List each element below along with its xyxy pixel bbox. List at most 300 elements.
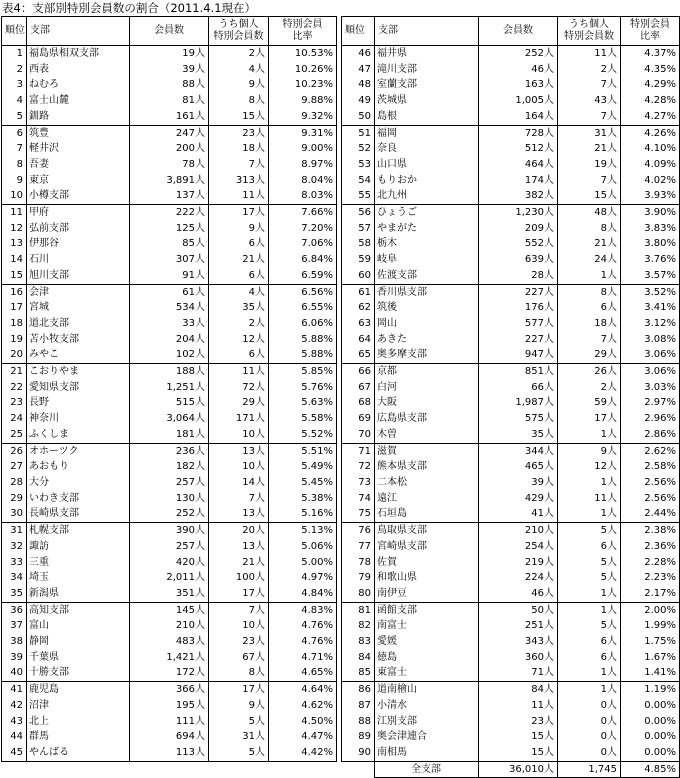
branch-cell: 吾妻 <box>27 157 130 173</box>
special-cell: 5人 <box>209 745 269 761</box>
table-row <box>2 205 337 221</box>
branch-cell: やまがた <box>375 221 479 237</box>
rank-cell: 4 <box>2 93 27 109</box>
ratio-cell: 4.28% <box>621 93 680 109</box>
members-cell: 1,987人 <box>479 395 558 411</box>
members-cell: 78人 <box>130 157 209 173</box>
members-cell: 161人 <box>130 109 209 125</box>
rank-cell: 1 <box>2 46 27 62</box>
members-cell: 39人 <box>130 62 209 78</box>
branch-cell: 二本松 <box>375 475 479 491</box>
table-row <box>2 380 337 396</box>
table-row <box>2 173 337 189</box>
members-cell: 200人 <box>130 141 209 157</box>
ratio-cell: 5.00% <box>269 555 337 571</box>
branch-cell: 道南檜山 <box>375 682 479 698</box>
ratio-cell: 1.75% <box>621 634 680 650</box>
rank-cell: 40 <box>2 665 27 681</box>
right-table <box>341 16 680 778</box>
branch-cell: 甲府 <box>27 205 130 221</box>
branch-cell: 西表 <box>27 62 130 78</box>
table-row <box>342 62 680 78</box>
ratio-cell: 10.23% <box>269 77 337 93</box>
special-cell: 1人 <box>558 475 621 491</box>
special-cell: 5人 <box>558 618 621 634</box>
table-row <box>342 602 680 618</box>
ratio-cell: 9.88% <box>269 93 337 109</box>
header-members: 会員数 <box>479 17 558 46</box>
special-cell: 67人 <box>209 650 269 666</box>
members-cell: 46人 <box>479 62 558 78</box>
branch-cell: 石垣島 <box>375 506 479 522</box>
ratio-cell: 9.32% <box>269 109 337 125</box>
rank-cell: 51 <box>342 125 375 141</box>
header-row <box>342 17 680 46</box>
rank-cell: 69 <box>342 411 375 427</box>
branch-cell: 埼玉 <box>27 570 130 586</box>
members-cell: 1,005人 <box>479 93 558 109</box>
header-special: うち個人 特別会員数 <box>209 17 269 46</box>
ratio-cell: 5.16% <box>269 506 337 522</box>
rank-cell: 15 <box>2 268 27 284</box>
ratio-cell: 3.90% <box>621 205 680 221</box>
members-cell: 33人 <box>130 316 209 332</box>
rank-cell: 37 <box>2 618 27 634</box>
table-row <box>2 506 337 522</box>
table-row <box>342 411 680 427</box>
ratio-cell: 5.06% <box>269 539 337 555</box>
table-row <box>342 665 680 681</box>
ratio-cell: 2.97% <box>621 395 680 411</box>
members-cell: 575人 <box>479 411 558 427</box>
rank-cell: 42 <box>2 698 27 714</box>
special-cell: 13人 <box>209 443 269 459</box>
special-cell: 2人 <box>209 46 269 62</box>
special-cell: 17人 <box>209 586 269 602</box>
branch-cell: 長崎県支部 <box>27 506 130 522</box>
members-cell: 429人 <box>479 491 558 507</box>
branch-cell: 道北支部 <box>27 316 130 332</box>
table-row <box>342 347 680 363</box>
ratio-cell: 4.10% <box>621 141 680 157</box>
rank-cell: 85 <box>342 665 375 681</box>
special-cell: 59人 <box>558 395 621 411</box>
special-cell: 21人 <box>209 252 269 268</box>
rank-cell: 9 <box>2 173 27 189</box>
members-cell: 176人 <box>479 300 558 316</box>
ratio-cell: 3.93% <box>621 188 680 204</box>
rank-cell: 22 <box>2 380 27 396</box>
ratio-cell: 4.97% <box>269 570 337 586</box>
ratio-cell: 5.63% <box>269 395 337 411</box>
table-row <box>2 347 337 363</box>
members-cell: 210人 <box>130 618 209 634</box>
branch-cell: 小樽支部 <box>27 188 130 204</box>
ratio-cell: 4.27% <box>621 109 680 125</box>
table-title: 表4：支部別特別会員数の割合（2011.4.1現在） <box>2 1 257 15</box>
special-cell: 20人 <box>209 523 269 539</box>
ratio-cell: 5.52% <box>269 427 337 443</box>
special-cell: 7人 <box>209 602 269 618</box>
special-cell: 8人 <box>209 93 269 109</box>
header-ratio: 特別会員 比率 <box>621 17 680 46</box>
rank-cell: 65 <box>342 347 375 363</box>
branch-cell: 軽井沢 <box>27 141 130 157</box>
branch-cell: 南伊豆 <box>375 586 479 602</box>
rank-cell: 83 <box>342 634 375 650</box>
special-cell: 10人 <box>209 618 269 634</box>
table-row <box>342 682 680 698</box>
ratio-cell: 2.56% <box>621 491 680 507</box>
table-row <box>342 714 680 730</box>
branch-cell: 滝川支部 <box>375 62 479 78</box>
branch-cell: 南相馬 <box>375 745 479 761</box>
table-row <box>342 380 680 396</box>
table-row <box>2 665 337 681</box>
table-row <box>2 745 337 761</box>
special-cell: 21人 <box>209 555 269 571</box>
ratio-cell: 3.03% <box>621 380 680 396</box>
ratio-cell: 2.44% <box>621 506 680 522</box>
branch-cell: 千葉県 <box>27 650 130 666</box>
table-row <box>342 539 680 555</box>
members-cell: 125人 <box>130 221 209 237</box>
ratio-cell: 0.00% <box>621 714 680 730</box>
ratio-cell: 4.29% <box>621 77 680 93</box>
rank-cell: 14 <box>2 252 27 268</box>
ratio-cell: 2.86% <box>621 427 680 443</box>
branch-cell: 釧路 <box>27 109 130 125</box>
special-cell: 18人 <box>209 141 269 157</box>
members-cell: 39人 <box>479 475 558 491</box>
branch-cell: 宮城 <box>27 300 130 316</box>
branch-cell: 佐賀 <box>375 555 479 571</box>
members-cell: 351人 <box>130 586 209 602</box>
special-cell: 24人 <box>558 252 621 268</box>
ratio-cell: 9.00% <box>269 141 337 157</box>
branch-cell: 福井県 <box>375 46 479 62</box>
branch-cell: 新潟県 <box>27 586 130 602</box>
special-cell: 1人 <box>558 506 621 522</box>
special-cell: 35人 <box>209 300 269 316</box>
total-row <box>342 761 680 778</box>
special-cell: 7人 <box>558 173 621 189</box>
special-cell: 12人 <box>209 332 269 348</box>
special-cell: 17人 <box>558 411 621 427</box>
table-row <box>2 157 337 173</box>
special-cell: 1人 <box>558 602 621 618</box>
members-cell: 28人 <box>479 268 558 284</box>
members-cell: 3,891人 <box>130 173 209 189</box>
special-cell: 6人 <box>209 347 269 363</box>
members-cell: 11人 <box>479 698 558 714</box>
table-row <box>342 300 680 316</box>
special-cell: 11人 <box>209 364 269 380</box>
table-row <box>342 745 680 761</box>
header-rank: 順位 <box>342 17 375 46</box>
branch-cell: 静岡 <box>27 634 130 650</box>
ratio-cell: 4.47% <box>269 729 337 745</box>
special-cell: 7人 <box>209 157 269 173</box>
branch-cell: ふくしま <box>27 427 130 443</box>
rank-cell: 25 <box>2 427 27 443</box>
ratio-cell: 0.00% <box>621 698 680 714</box>
ratio-cell: 5.76% <box>269 380 337 396</box>
rank-cell: 47 <box>342 62 375 78</box>
ratio-cell: 7.66% <box>269 205 337 221</box>
ratio-cell: 4.42% <box>269 745 337 761</box>
table-row <box>2 650 337 666</box>
table-row <box>342 173 680 189</box>
rank-cell: 63 <box>342 316 375 332</box>
total-special: 1,745 <box>558 761 621 778</box>
members-cell: 182人 <box>130 459 209 475</box>
members-cell: 465人 <box>479 459 558 475</box>
ratio-cell: 2.62% <box>621 443 680 459</box>
special-cell: 12人 <box>558 459 621 475</box>
left-table <box>1 16 337 762</box>
rank-cell: 50 <box>342 109 375 125</box>
branch-cell: 長野 <box>27 395 130 411</box>
special-cell: 9人 <box>209 698 269 714</box>
branch-cell: 高知支部 <box>27 602 130 618</box>
special-cell: 23人 <box>209 125 269 141</box>
table-row <box>342 284 680 300</box>
rank-cell: 28 <box>2 475 27 491</box>
branch-cell: もりおか <box>375 173 479 189</box>
branch-cell: 香川県支部 <box>375 284 479 300</box>
members-cell: 227人 <box>479 284 558 300</box>
special-cell: 29人 <box>209 395 269 411</box>
header-branch: 支部 <box>375 17 479 46</box>
special-cell: 7人 <box>558 77 621 93</box>
ratio-cell: 4.50% <box>269 714 337 730</box>
branch-cell: 富士山麓 <box>27 93 130 109</box>
rank-cell: 2 <box>2 62 27 78</box>
special-cell: 5人 <box>209 714 269 730</box>
table-row <box>2 459 337 475</box>
ratio-cell: 3.80% <box>621 236 680 252</box>
table-row <box>2 188 337 204</box>
branch-cell: あおもり <box>27 459 130 475</box>
ratio-cell: 2.58% <box>621 459 680 475</box>
table-row <box>2 634 337 650</box>
members-cell: 66人 <box>479 380 558 396</box>
special-cell: 4人 <box>209 284 269 300</box>
branch-cell: 苫小牧支部 <box>27 332 130 348</box>
members-cell: 137人 <box>130 188 209 204</box>
branch-cell: やんばる <box>27 745 130 761</box>
branch-cell: 遠江 <box>375 491 479 507</box>
branch-cell: 南富士 <box>375 618 479 634</box>
ratio-cell: 4.83% <box>269 602 337 618</box>
header-special: うち個人 特別会員数 <box>558 17 621 46</box>
members-cell: 1,421人 <box>130 650 209 666</box>
rank-cell: 29 <box>2 491 27 507</box>
ratio-cell: 6.84% <box>269 252 337 268</box>
rank-cell: 44 <box>2 729 27 745</box>
special-cell: 15人 <box>209 109 269 125</box>
rank-cell: 77 <box>342 539 375 555</box>
special-cell: 1人 <box>558 586 621 602</box>
ratio-cell: 4.65% <box>269 665 337 681</box>
table-row <box>342 77 680 93</box>
table-row <box>2 300 337 316</box>
ratio-cell: 5.88% <box>269 332 337 348</box>
table-row <box>2 682 337 698</box>
rank-cell: 60 <box>342 268 375 284</box>
members-cell: 145人 <box>130 602 209 618</box>
table-row <box>342 491 680 507</box>
branch-cell: 札幌支部 <box>27 523 130 539</box>
branch-cell: 和歌山県 <box>375 570 479 586</box>
rank-cell: 12 <box>2 221 27 237</box>
table-row <box>2 491 337 507</box>
ratio-cell: 6.59% <box>269 268 337 284</box>
members-cell: 174人 <box>479 173 558 189</box>
special-cell: 6人 <box>558 300 621 316</box>
special-cell: 5人 <box>558 555 621 571</box>
table-row <box>342 634 680 650</box>
special-cell: 18人 <box>558 316 621 332</box>
rank-cell: 53 <box>342 157 375 173</box>
rank-cell: 35 <box>2 586 27 602</box>
special-cell: 31人 <box>558 125 621 141</box>
special-cell: 13人 <box>209 539 269 555</box>
special-cell: 2人 <box>209 316 269 332</box>
branch-cell: 福岡 <box>375 125 479 141</box>
ratio-cell: 4.02% <box>621 173 680 189</box>
branch-cell: 山口県 <box>375 157 479 173</box>
special-cell: 31人 <box>209 729 269 745</box>
branch-cell: 宮崎県支部 <box>375 539 479 555</box>
table-row <box>2 698 337 714</box>
table-row <box>342 459 680 475</box>
ratio-cell: 5.51% <box>269 443 337 459</box>
members-cell: 81人 <box>130 93 209 109</box>
ratio-cell: 6.06% <box>269 316 337 332</box>
table-row <box>342 332 680 348</box>
rank-cell: 58 <box>342 236 375 252</box>
rank-cell: 73 <box>342 475 375 491</box>
table-row <box>342 427 680 443</box>
members-cell: 224人 <box>479 570 558 586</box>
table-row <box>342 221 680 237</box>
ratio-cell: 5.49% <box>269 459 337 475</box>
table-row <box>2 523 337 539</box>
branch-cell: 島根 <box>375 109 479 125</box>
rank-cell: 30 <box>2 506 27 522</box>
rank-cell: 79 <box>342 570 375 586</box>
rank-cell: 20 <box>2 347 27 363</box>
table-row <box>2 268 337 284</box>
members-cell: 219人 <box>479 555 558 571</box>
branch-cell: 十勝支部 <box>27 665 130 681</box>
rank-cell: 16 <box>2 284 27 300</box>
branch-cell: 小清水 <box>375 698 479 714</box>
ratio-cell: 1.19% <box>621 682 680 698</box>
ratio-cell: 5.45% <box>269 475 337 491</box>
special-cell: 15人 <box>558 188 621 204</box>
rank-cell: 21 <box>2 364 27 380</box>
special-cell: 6人 <box>209 268 269 284</box>
ratio-cell: 0.00% <box>621 745 680 761</box>
table-row <box>2 618 337 634</box>
table-row <box>2 141 337 157</box>
ratio-cell: 3.57% <box>621 268 680 284</box>
branch-cell: 諏訪 <box>27 539 130 555</box>
rank-cell: 57 <box>342 221 375 237</box>
members-cell: 382人 <box>479 188 558 204</box>
special-cell: 5人 <box>558 523 621 539</box>
rank-cell: 80 <box>342 586 375 602</box>
rank-cell: 31 <box>2 523 27 539</box>
members-cell: 84人 <box>479 682 558 698</box>
special-cell: 2人 <box>558 62 621 78</box>
table-row <box>2 555 337 571</box>
special-cell: 6人 <box>558 634 621 650</box>
branch-cell: 筑後 <box>375 300 479 316</box>
branch-cell: いわき支部 <box>27 491 130 507</box>
ratio-cell: 2.96% <box>621 411 680 427</box>
branch-cell: みやこ <box>27 347 130 363</box>
ratio-cell: 3.41% <box>621 300 680 316</box>
members-cell: 344人 <box>479 443 558 459</box>
table-row <box>2 46 337 62</box>
rank-cell: 46 <box>342 46 375 62</box>
members-cell: 360人 <box>479 650 558 666</box>
ratio-cell: 5.58% <box>269 411 337 427</box>
special-cell: 171人 <box>209 411 269 427</box>
members-cell: 252人 <box>130 506 209 522</box>
members-cell: 164人 <box>479 109 558 125</box>
branch-cell: 愛知県支部 <box>27 380 130 396</box>
branch-cell: 石川 <box>27 252 130 268</box>
special-cell: 2人 <box>558 380 621 396</box>
rank-cell: 88 <box>342 714 375 730</box>
rank-cell: 86 <box>342 682 375 698</box>
ratio-cell: 6.56% <box>269 284 337 300</box>
special-cell: 17人 <box>209 205 269 221</box>
special-cell: 7人 <box>558 109 621 125</box>
ratio-cell: 4.35% <box>621 62 680 78</box>
branch-cell: 大分 <box>27 475 130 491</box>
members-cell: 113人 <box>130 745 209 761</box>
special-cell: 5人 <box>558 570 621 586</box>
ratio-cell: 1.41% <box>621 665 680 681</box>
branch-cell: 三重 <box>27 555 130 571</box>
table-row <box>342 698 680 714</box>
total-ratio: 4.85% <box>621 761 680 778</box>
members-cell: 534人 <box>130 300 209 316</box>
members-cell: 728人 <box>479 125 558 141</box>
members-cell: 111人 <box>130 714 209 730</box>
members-cell: 515人 <box>130 395 209 411</box>
branch-cell: 栃木 <box>375 236 479 252</box>
special-cell: 7人 <box>558 332 621 348</box>
ratio-cell: 4.84% <box>269 586 337 602</box>
branch-cell: 福島県相双支部 <box>27 46 130 62</box>
table-row <box>2 109 337 125</box>
rank-cell: 67 <box>342 380 375 396</box>
ratio-cell: 3.06% <box>621 347 680 363</box>
rank-cell: 10 <box>2 188 27 204</box>
rank-cell: 17 <box>2 300 27 316</box>
special-cell: 6人 <box>558 539 621 555</box>
special-cell: 0人 <box>558 714 621 730</box>
rank-cell: 71 <box>342 443 375 459</box>
members-cell: 50人 <box>479 602 558 618</box>
